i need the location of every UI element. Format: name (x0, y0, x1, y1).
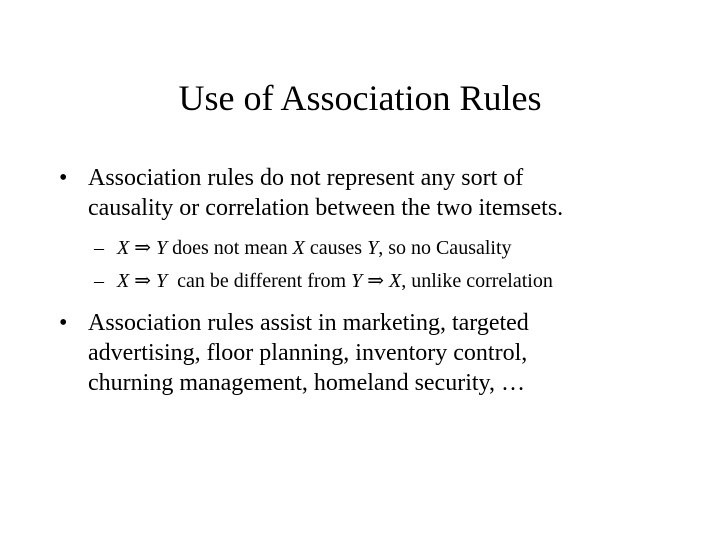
bullet-line: churning management, homeland security, … (88, 370, 525, 396)
bullet-applications (59, 308, 688, 398)
sub-text: can be different from (167, 270, 352, 292)
sub-text: does not mean (167, 237, 293, 259)
variable-y: Y (155, 270, 168, 292)
dash-marker: – (94, 237, 104, 259)
variable-x: X (389, 270, 402, 292)
implies-arrow: ⇒ (134, 270, 151, 292)
sub-text: , unlike correlation (401, 270, 553, 292)
bullet-marker: • (59, 310, 68, 336)
bullet-line: Association rules do not represent any sort of (88, 165, 524, 191)
bullet-line: causality or correlation between the two itemsets. (88, 195, 564, 221)
variable-x: X (117, 270, 130, 292)
sub-bullet-no-causality (94, 236, 697, 260)
bullet-line: advertising, floor planning, inventory control, (88, 340, 528, 366)
bullet-causality (59, 163, 688, 223)
sub-text: , so no Causality (378, 237, 512, 259)
bullet-marker: • (59, 165, 68, 191)
variable-y: Y (351, 270, 363, 292)
slide-title: Use of Association Rules (178, 78, 542, 118)
sub-bullet-not-correlation (94, 269, 697, 293)
sub-text: causes (304, 237, 368, 259)
bullet-line: Association rules assist in marketing, targeted (88, 310, 529, 336)
implies-arrow: ⇒ (134, 237, 151, 259)
dash-marker: – (94, 270, 104, 292)
variable-x: X (117, 237, 130, 259)
implies-arrow: ⇒ (367, 270, 384, 292)
variable-x: X (292, 237, 305, 259)
variable-y: Y (367, 237, 379, 259)
variable-y: Y (155, 237, 168, 259)
